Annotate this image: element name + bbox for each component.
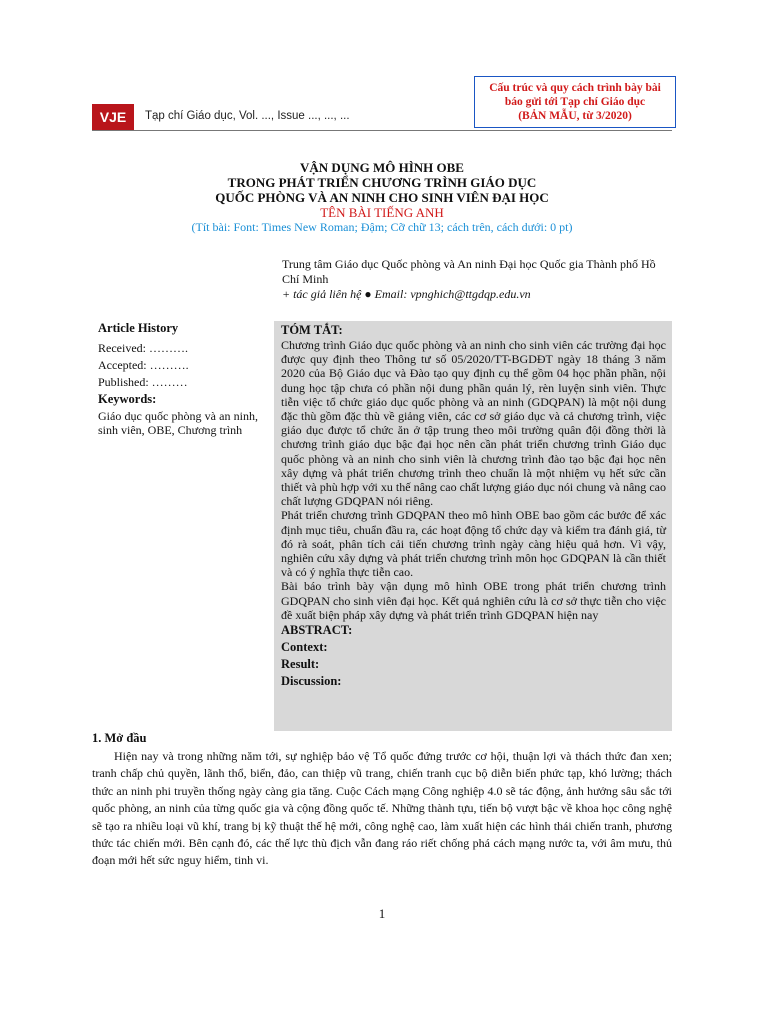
sample-note-line-2: báo gửi tới Tạp chí Giáo dục [504, 96, 646, 108]
section-body: Hiện nay và trong những năm tới, sự nghiệp bảo vệ Tổ quốc đứng trước cơ hội, thuận lợi và thách thức đan xen; tranh chấp chủ quyền, lãnh thổ, biển, đảo, can thiệp vũ trang, chiến tranh cục bộ diễn biến phức tạp, khó lường; thách thức an ninh phi truyền thống ngày càng gia tăng. Cuộc Cách mạng Công nghiệp 4.0 sẽ tác động, ảnh hưởng sâu sắc tới quốc phòng, an ninh của từng quốc gia và cộng đồng quốc tế. Những thành tựu, tiến bộ vượt bậc về khoa học công nghệ sẽ tạo ra nhiều loại vũ khí, trang bị kỹ thuật thế hệ mới, công nghệ cao, làm xuất hiện các hình thái chiến tranh, phương thức tác chiến mới. Bên cạnh đó, các thế lực thù địch vẫn đang ráo riết chống phá cách mạng nước ta, với âm mưu, thủ đoạn mới hết sức nguy hiểm, tinh vi. [92, 749, 672, 868]
summary-paragraph-1: Chương trình Giáo dục quốc phòng và an ninh cho sinh viên các trường đại học được quy định theo Thông tư số 05/2020/TT-BGDĐT ngày 18 tháng 3 năm 2020 của Bộ Giáo dục và Đào tạo quy định cụ thể gồm 04 học phần phần, nội dung học tập chưa có phần nội dung phần quản lý, rèn luyện sinh viên. Thực tiễn việc tổ chức giáo dục quốc phòng và an ninh (GDQPAN) là một nội dung đặc thù gồm đặc thù về giảng viên, các cơ sở giáo dục và cả chương trình, việc giáo dục được tổ chức ăn ở tập trung theo môi trường quân đội đồng thời là chương trình giáo dục bậc đại học nên cần phát triển chương trình Giáo dục quốc phòng và an ninh cho sinh viên là chương trình đào tạo bậc đại học nên xây dựng và phát triển chương trình theo chuẩn là một nhiệm vụ hết sức cần thiết và phù hợp với xu thế nâng cao chất lượng giáo dục nói chung và nâng cao chất lượng GDQPAN nói riêng. [281, 338, 666, 509]
summary-paragraph-3: Bài báo trình bày vận dụng mô hình OBE trong phát triển chương trình GDQPAN cho sinh viên đại học. Kết quả nghiên cứu là cơ sở thực tiễn cho việc đề xuất biện pháp xây dựng và phát triển trình GDQPAN hiện nay [281, 579, 666, 622]
result-label: Result: [281, 657, 320, 672]
accepted-date: Accepted: ………. [98, 358, 189, 372]
page-number: 1 [378, 906, 386, 921]
discussion-label: Discussion: [281, 674, 342, 689]
abstract-label: ABSTRACT: [281, 623, 353, 638]
summary-label: TÓM TẮT: [281, 323, 343, 337]
title-format-note: (Tít bài: Font: Times New Roman; Đậm; Cỡ chữ 13; cách trên, cách dưới: 0 pt) [191, 220, 573, 234]
journal-logo-badge: VJE [92, 104, 134, 130]
title-line-1: VẬN DỤNG MÔ HÌNH OBE [300, 160, 464, 175]
published-date: Published: ……… [98, 375, 188, 389]
article-history [98, 321, 258, 437]
journal-citation: Tạp chí Giáo dục, Vol. ..., Issue ..., ..., ... [145, 110, 350, 122]
affiliation-org: Trung tâm Giáo dục Quốc phòng và An ninh Đại học Quốc gia Thành phố Hồ Chí Minh [282, 257, 656, 286]
sample-note-line-3: (BẢN MẪU, từ 3/2020) [518, 110, 632, 122]
received-date: Received: ………. [98, 341, 188, 355]
author-affiliation [282, 257, 672, 302]
paper-title-block [92, 160, 672, 235]
title-line-2: TRONG PHÁT TRIỂN CHƯƠNG TRÌNH GIÁO DỤC [227, 175, 537, 190]
title-line-3: QUỐC PHÒNG VÀ AN NINH CHO SINH VIÊN ĐẠI HỌC [215, 190, 549, 205]
introduction-section [92, 730, 672, 870]
contact-email: + tác giả liên hệ ● Email: vpnghich@ttgdqp.edu.vn [282, 287, 531, 301]
section-heading: 1. Mở đầu [92, 731, 147, 745]
sample-format-note [474, 76, 676, 128]
header-divider [92, 130, 672, 131]
summary-paragraph-2: Phát triển chương trình GDQPAN theo mô hình OBE bao gồm các bước để xác định mục tiêu, chuẩn đầu ra, các hoạt động tổ chức dạy và kiểm tra đánh giá, từ đó rà soát, phân tích cải tiến chương trình ngày càng hiệu quả hơn. Vì vậy, nghiên cứu xây dựng và phát triển chương trình môn học GDQPAN là cần thiết và có ý nghĩa thực tiễn cao. [281, 508, 666, 580]
keywords-title: Keywords: [98, 392, 157, 406]
english-title: TÊN BÀI TIẾNG ANH [320, 205, 444, 220]
article-history-title: Article History [98, 321, 179, 335]
keywords-list: Giáo dục quốc phòng và an ninh, sinh viên, OBE, Chương trình [98, 409, 258, 437]
sample-note-line-1: Cấu trúc và quy cách trình bày bài [489, 82, 661, 94]
abstract-box [274, 321, 672, 731]
context-label: Context: [281, 640, 328, 655]
